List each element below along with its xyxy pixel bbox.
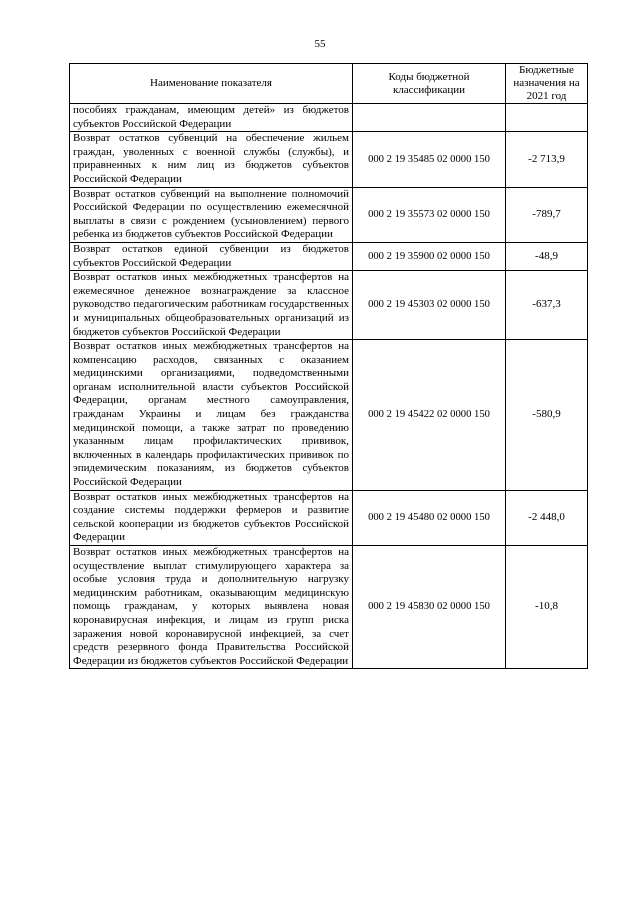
row-amount: -10,8 [506,546,588,669]
header-code: Коды бюджетной классификации [353,64,506,104]
row-name: Возврат остатков иных межбюджетных трансфертов на создание системы поддержки фермеров и развитие сельской кооперации из бюджетов субъектов Российской Федерации [70,490,353,545]
row-amount: -48,9 [506,242,588,270]
table-row [70,187,588,242]
row-name: Возврат остатков единой субвенции из бюджетов субъектов Российской Федерации [70,242,353,270]
table-row [70,242,588,270]
row-name: пособиях гражданам, имеющим детей» из бюджетов субъектов Российской Федерации [70,104,353,132]
row-amount: -2 713,9 [506,132,588,187]
header-amount: Бюджетные назначения на 2021 год [506,64,588,104]
row-amount: -580,9 [506,340,588,491]
table-body [70,104,588,669]
row-name: Возврат остатков иных межбюджетных трансфертов на осуществление выплат стимулирующего характера за особые условия труда и дополнительную нагрузку медицинским работникам, оказывающим медицинскую помощь гражданам, у которых выявлена новая коронавирусная инфекция, и лицам из групп риска заражения новой коронавирусной инфекцией, за счет средств резервного фонда Правительства Российской Федерации из бюджетов субъектов Российской Федерации [70,546,353,669]
row-name: Возврат остатков субвенций на выполнение полномочий Российской Федерации по осуществлению ежемесячной выплаты в связи с рождением (усыновлением) первого ребенка из бюджетов субъектов Российской Федерации [70,187,353,242]
row-code: 000 2 19 35573 02 0000 150 [353,187,506,242]
row-code: 000 2 19 45830 02 0000 150 [353,546,506,669]
row-name: Возврат остатков иных межбюджетных трансфертов на компенсацию расходов, связанных с оказанием медицинскими организациями, подведомственными органам исполнительной власти субъектов Российской Федерации, органам местного самоуправления, гражданам Украины и лицам без гражданства медицинской помощи, а также затрат по проведению указанным лицам профилактических прививок, включенных в календарь профилактических прививок по эпидемическим показаниям, из бюджетов субъектов Российской Федерации [70,340,353,491]
budget-table [69,63,588,669]
table-header [70,64,588,104]
header-name: Наименование показателя [70,64,353,104]
table-row [70,490,588,545]
row-amount: -2 448,0 [506,490,588,545]
table-row [70,340,588,491]
row-code: 000 2 19 35900 02 0000 150 [353,242,506,270]
row-code [353,104,506,132]
row-name: Возврат остатков иных межбюджетных трансфертов на ежемесячное денежное вознаграждение за классное руководство педагогическим работникам государственных и муниципальных общеобразовательных организаций из бюджетов субъектов Российской Федерации [70,271,353,340]
row-code: 000 2 19 45480 02 0000 150 [353,490,506,545]
row-name: Возврат остатков субвенций на обеспечение жильем граждан, уволенных с военной службы (службы), и приравненных к ним лиц из бюджетов субъектов Российской Федерации [70,132,353,187]
row-amount: -637,3 [506,271,588,340]
table-row [70,546,588,669]
page-number: 55 [314,38,326,50]
row-code: 000 2 19 35485 02 0000 150 [353,132,506,187]
table-row [70,132,588,187]
table-row [70,271,588,340]
table-row [70,104,588,132]
row-code: 000 2 19 45422 02 0000 150 [353,340,506,491]
row-code: 000 2 19 45303 02 0000 150 [353,271,506,340]
header-row [70,64,588,104]
row-amount: -789,7 [506,187,588,242]
row-amount [506,104,588,132]
